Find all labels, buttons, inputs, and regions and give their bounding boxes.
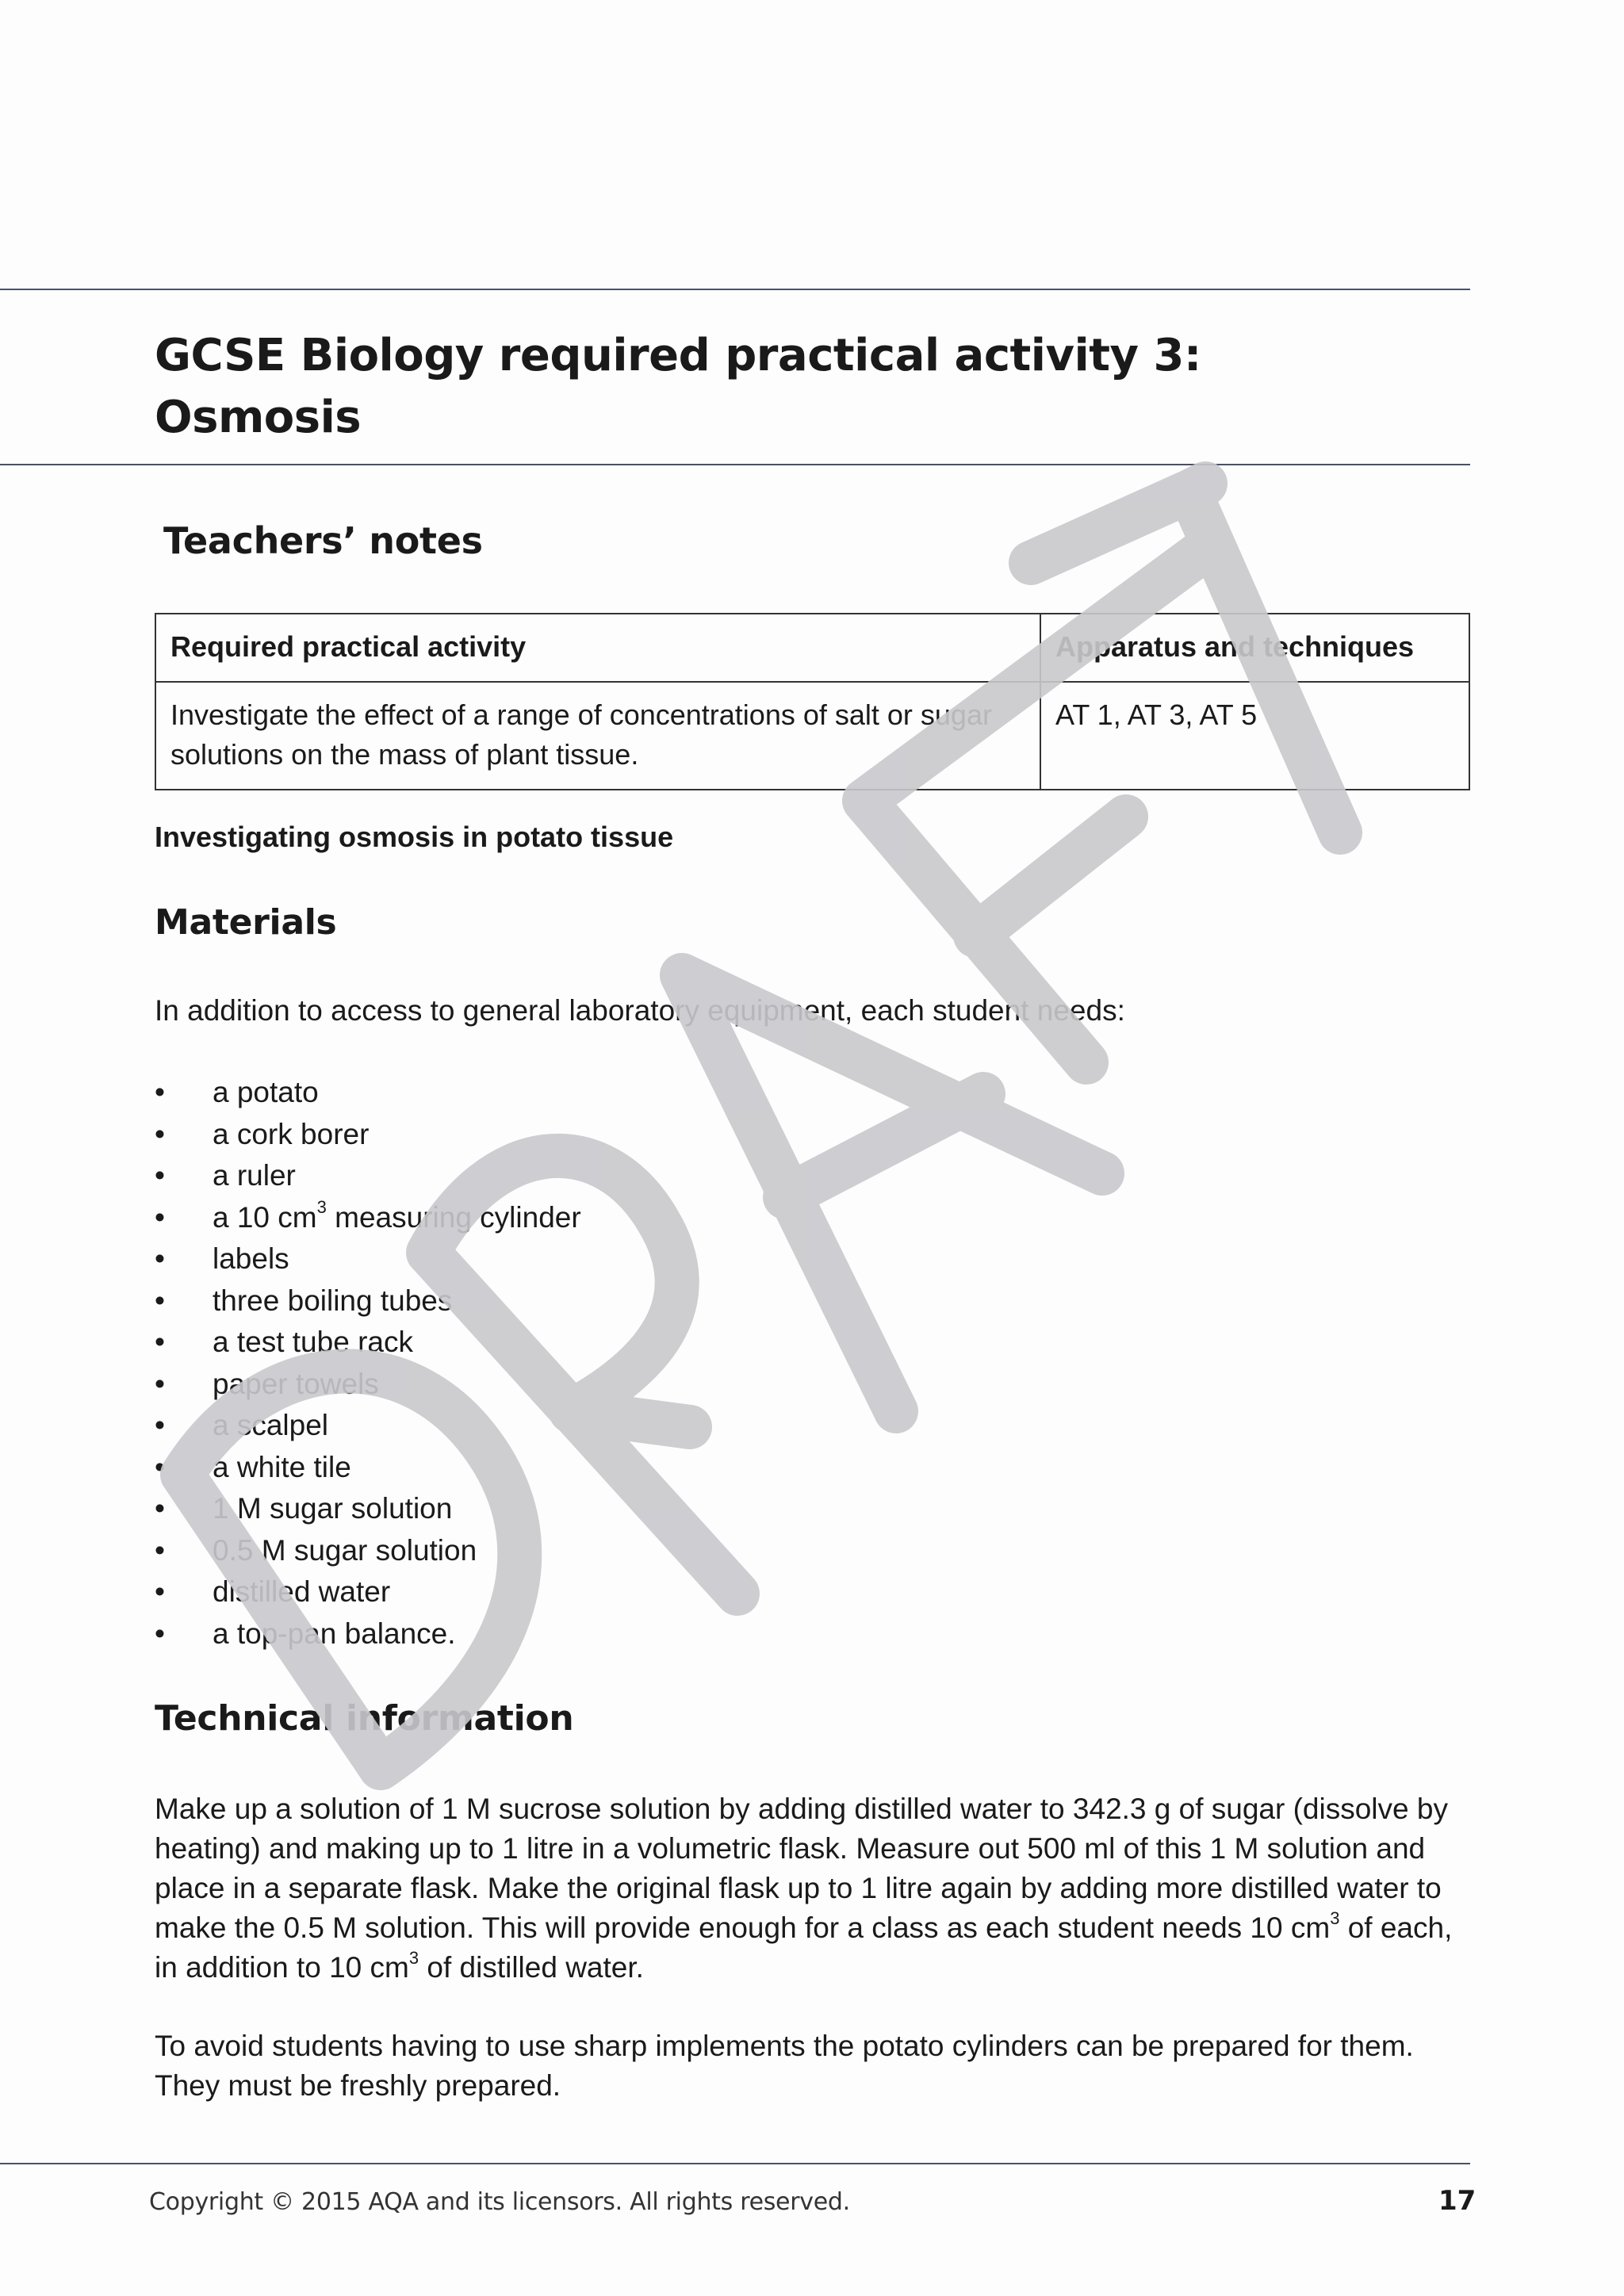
header-apparatus: Apparatus and techniques — [1040, 614, 1469, 682]
investigation-title: Investigating osmosis in potato tissue — [155, 821, 674, 853]
teachers-notes-heading: Teachers’ notes — [163, 519, 483, 562]
list-item: • 1 M sugar solution — [155, 1488, 581, 1530]
materials-list — [155, 1072, 581, 1655]
watermark-letter-a — [682, 975, 1102, 1411]
bullet-icon: • — [155, 1326, 165, 1358]
list-item: • a top-pan balance. — [155, 1613, 581, 1655]
list-item: • labels — [155, 1238, 581, 1280]
bullet-icon: • — [155, 1575, 165, 1608]
bullet-icon: • — [155, 1492, 165, 1525]
list-item: • a 10 $cm^3$ measuring cylinder — [155, 1197, 581, 1239]
footer-copyright: Copyright © 2015 AQA and its licensors. All rights reserved. — [149, 2188, 850, 2216]
technical-heading: Technical information — [155, 1698, 574, 1739]
technical-paragraph-2: To avoid students having to use sharp implements the potato cylinders can be prepared for them. They must be freshly prepared. — [155, 2030, 1414, 2102]
title-line-1: GCSE Biology required practical activity 3: — [155, 330, 1201, 381]
list-item: • paper towels — [155, 1364, 581, 1406]
bullet-icon: • — [155, 1367, 165, 1400]
bullet-icon: • — [155, 1159, 165, 1192]
header-required-practical: Required practical activity — [155, 614, 1040, 682]
bullet-icon: • — [155, 1409, 165, 1441]
requirements-table — [155, 613, 1470, 790]
cell-apparatus: AT 1, AT 3, AT 5 — [1040, 682, 1469, 790]
list-item: • a cork borer — [155, 1114, 581, 1156]
bullet-icon: • — [155, 1450, 165, 1483]
list-item: • a test tube rack — [155, 1322, 581, 1364]
materials-heading: Materials — [155, 902, 337, 943]
cell-activity: Investigate the effect of a range of concentrations of salt or sugar solutions on the mass of plant tissue. — [155, 682, 1040, 790]
list-item: • a ruler — [155, 1155, 581, 1197]
bullet-icon: • — [155, 1533, 165, 1567]
bullet-icon: • — [155, 1200, 165, 1234]
list-item: • distilled water — [155, 1571, 581, 1613]
top-rule — [0, 289, 1470, 290]
technical-paragraph-1: Make up a solution of 1 M sucrose solution by adding distilled water to 342.3 g of sugar (dissolve by heating) and making up to 1 litre in a volumetric flask. Measure out 500 ml of this 1 M solution and place in a separate flask. Make the original flask up to 1 litre again by adding more distilled water to make the 0.5 M solution. This will provide enough for a class as each student needs 10 $cm^3$ of each, in addition to 10 $cm^3$ of distilled water. — [155, 1793, 1453, 1984]
list-item: • three boiling tubes — [155, 1280, 581, 1322]
list-item: • a potato — [155, 1072, 581, 1114]
page-number: 17 — [1438, 2185, 1477, 2217]
title-bottom-rule — [0, 464, 1470, 465]
list-item: • a white tile — [155, 1447, 581, 1489]
footer-rule — [0, 2163, 1470, 2164]
bullet-icon: • — [155, 1242, 165, 1275]
list-item: • a scalpel — [155, 1405, 581, 1447]
table-header-row — [155, 614, 1469, 682]
bullet-icon: • — [155, 1284, 165, 1317]
bullet-icon: • — [155, 1117, 165, 1150]
table-row — [155, 682, 1469, 790]
list-item: • 0.5 M sugar solution — [155, 1530, 581, 1572]
title-line-2: Osmosis — [155, 392, 362, 443]
materials-intro: In addition to access to general laboratory equipment, each student needs: — [155, 994, 1125, 1027]
bullet-icon: • — [155, 1617, 165, 1650]
bullet-icon: • — [155, 1076, 165, 1108]
page-title — [155, 325, 1201, 449]
